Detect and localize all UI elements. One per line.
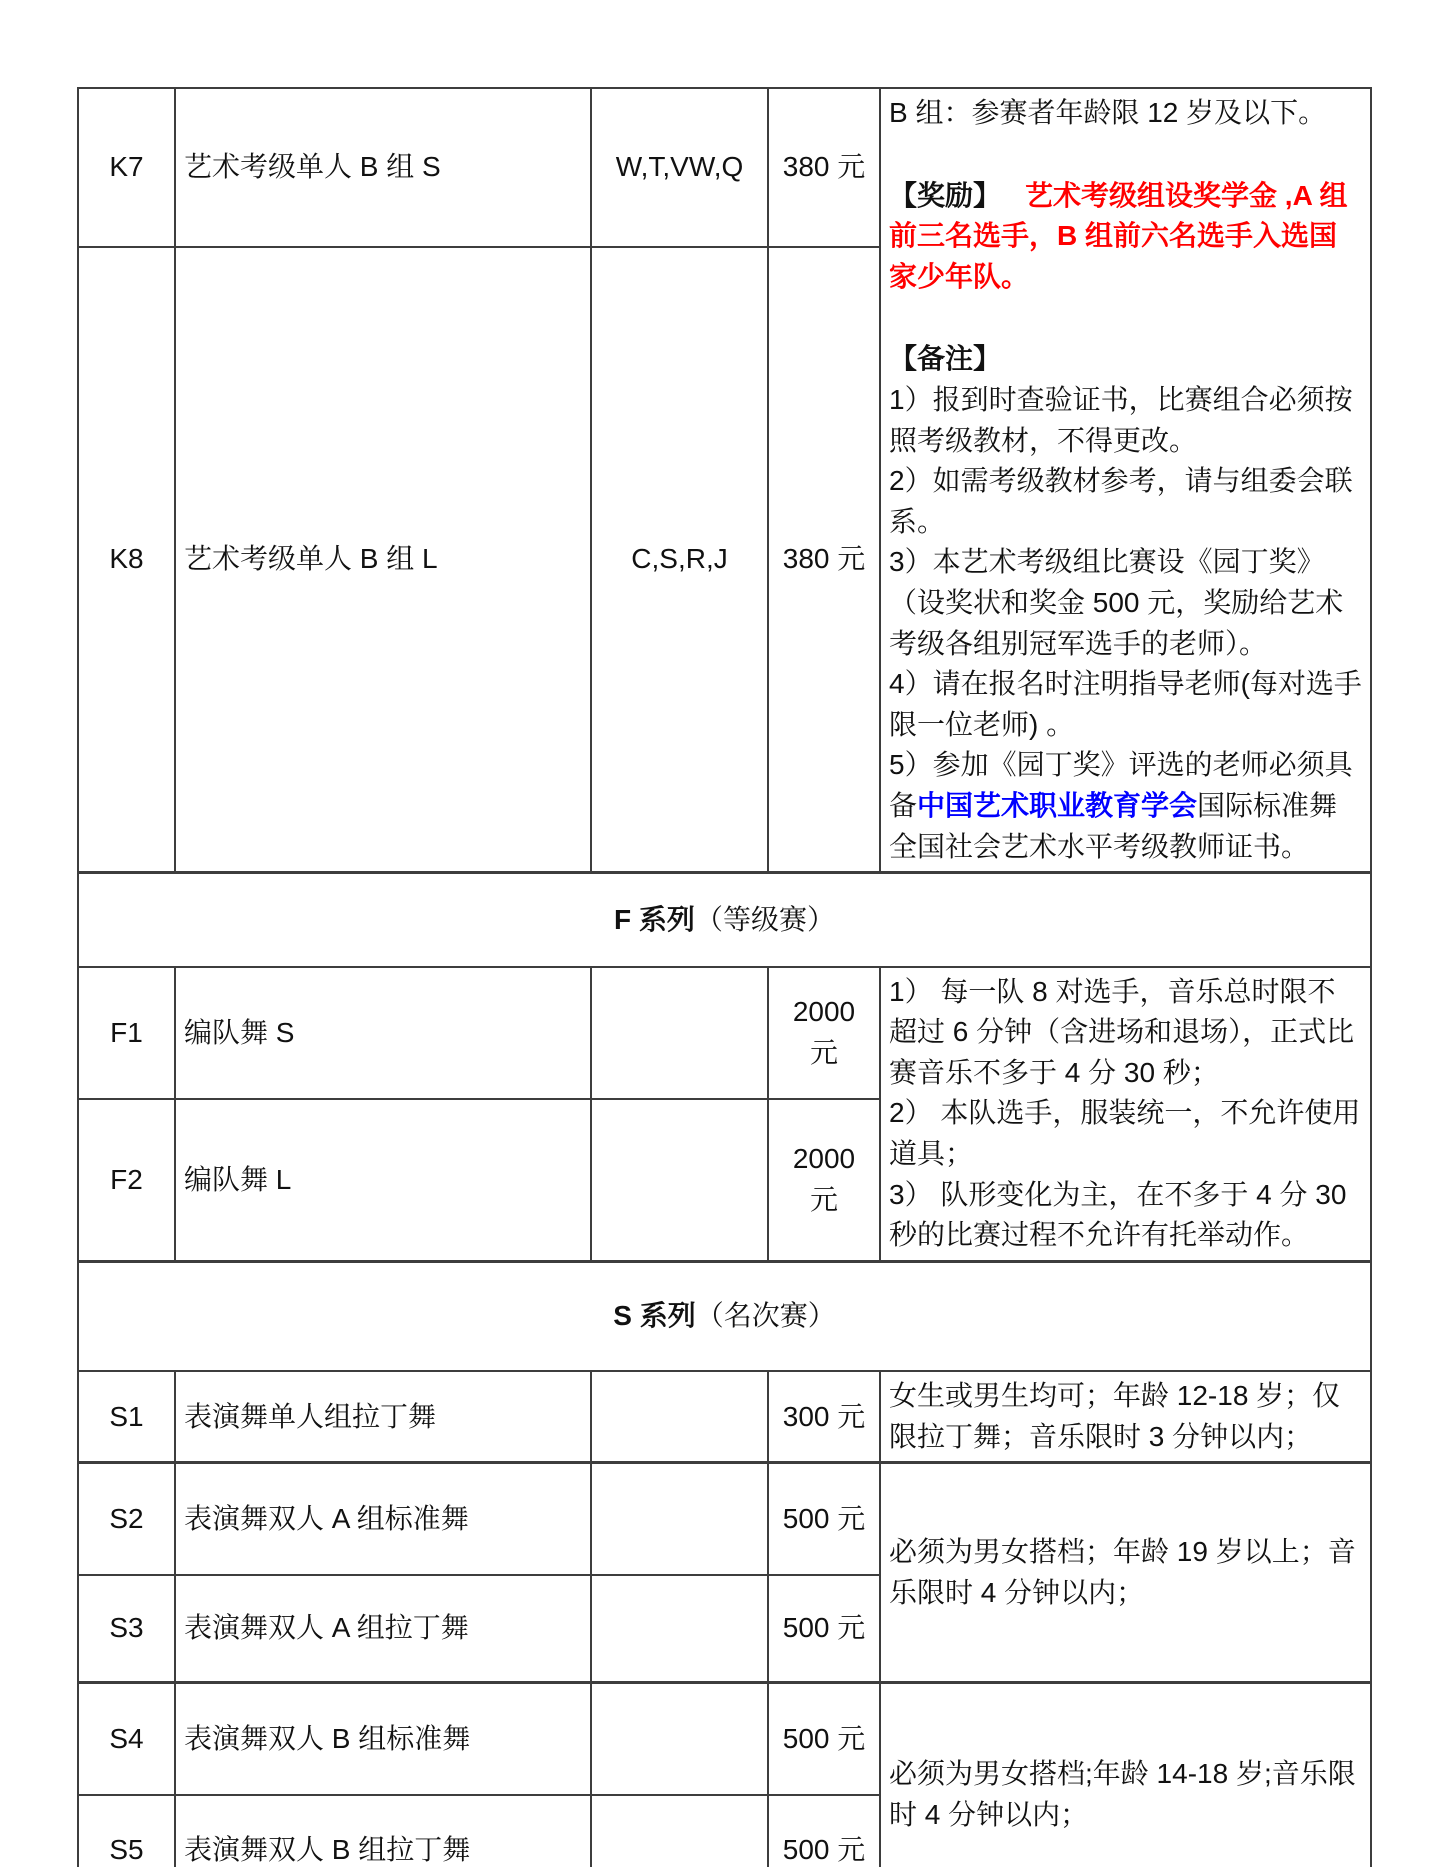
dance-list	[591, 967, 768, 1100]
spacer	[889, 134, 1362, 176]
remark-item-5-suffix: 国际标准舞全国社会艺术水平考级教师证书。	[889, 789, 1338, 862]
remark-label: 【备注】	[889, 343, 1002, 375]
event-code: S4	[78, 1683, 175, 1795]
event-code: K8	[78, 247, 175, 872]
entry-fee: 2000 元	[768, 1099, 880, 1261]
note-award	[889, 176, 1362, 298]
note-s4-s5: 必须为男女搭档;年龄 14-18 岁;音乐限时 4 分钟以内；	[880, 1683, 1371, 1867]
event-name: 编队舞 S	[175, 967, 591, 1100]
remark-item-1: 1）报到时查验证书，比赛组合必须按照考级教材，不得更改。	[889, 383, 1353, 456]
section-header-f	[78, 873, 1371, 967]
note-age-limit: B 组：参赛者年龄限 12 岁及以下。	[889, 97, 1327, 128]
entry-fee: 500 元	[768, 1683, 880, 1795]
table-row-s2	[78, 1463, 1371, 1575]
event-name: 艺术考级单人 B 组 S	[175, 88, 591, 247]
entry-fee: 500 元	[768, 1463, 880, 1575]
competition-fee-table	[77, 87, 1372, 1867]
event-name: 表演舞双人 B 组标准舞	[175, 1683, 591, 1795]
remark-item-5	[889, 745, 1362, 867]
event-code: S3	[78, 1575, 175, 1683]
award-text: 艺术考级组设奖学金 ,A 组前三名选手，B 组前六名选手入选国家少年队。	[889, 179, 1348, 292]
dance-list: W,T,VW,Q	[591, 88, 768, 247]
note-s2-s3: 必须为男女搭档；年龄 19 岁以上；音乐限时 4 分钟以内；	[880, 1463, 1371, 1683]
event-code: S2	[78, 1463, 175, 1575]
entry-fee: 300 元	[768, 1371, 880, 1463]
award-label: 【奖励】	[889, 179, 1002, 211]
section-header-s	[78, 1261, 1371, 1371]
dance-list	[591, 1795, 768, 1867]
entry-fee: 500 元	[768, 1795, 880, 1867]
event-name: 艺术考级单人 B 组 L	[175, 247, 591, 872]
table-row-f1	[78, 967, 1371, 1100]
event-name: 表演舞双人 A 组拉丁舞	[175, 1575, 591, 1683]
event-name: 表演舞单人组拉丁舞	[175, 1371, 591, 1463]
event-code: F1	[78, 967, 175, 1100]
f-note-3: 3） 队形变化为主，在不多于 4 分 30 秒的比赛过程不允许有托举动作。	[889, 1178, 1347, 1251]
remark-item-2: 2）如需考级教材参考，请与组委会联系。	[889, 465, 1353, 537]
event-code: S5	[78, 1795, 175, 1867]
remark-item-3: 3）本艺术考级组比赛设《园丁奖》（设奖状和奖金 500 元，奖励给艺术考级各组别冠军选手的老师）。	[889, 546, 1344, 659]
dance-list: C,S,R,J	[591, 247, 768, 872]
section-title-rest: （名次赛）	[695, 1300, 836, 1332]
event-code: F2	[78, 1099, 175, 1261]
note-s1: 女生或男生均可；年龄 12-18 岁；仅限拉丁舞；音乐限时 3 分钟以内；	[880, 1371, 1371, 1463]
dance-list	[591, 1683, 768, 1795]
event-name: 表演舞双人 A 组标准舞	[175, 1463, 591, 1575]
association-name: 中国艺术职业教育学会	[917, 789, 1198, 821]
event-code: K7	[78, 88, 175, 247]
section-title-bold: F 系列	[614, 903, 695, 935]
dance-list	[591, 1371, 768, 1463]
event-name: 表演舞双人 B 组拉丁舞	[175, 1795, 591, 1867]
table-row-s1	[78, 1371, 1371, 1463]
notes-f-group	[880, 967, 1371, 1262]
remark-item-4: 4）请在报名时注明指导老师(每对选手限一位老师) 。	[889, 668, 1362, 740]
spacer	[889, 297, 1362, 339]
f-note-2: 2） 本队选手，服装统一，不允许使用道具；	[889, 1097, 1361, 1169]
entry-fee: 380 元	[768, 247, 880, 872]
dance-list	[591, 1575, 768, 1683]
event-code: S1	[78, 1371, 175, 1463]
dance-list	[591, 1099, 768, 1261]
entry-fee: 380 元	[768, 88, 880, 247]
entry-fee: 2000 元	[768, 967, 880, 1100]
f-note-1: 1） 每一队 8 对选手，音乐总时限不超过 6 分钟（含进场和退场），正式比赛音乐不多于 4 分 30 秒；	[889, 975, 1355, 1088]
notes-k-group	[880, 88, 1371, 873]
event-name: 编队舞 L	[175, 1099, 591, 1261]
section-header-row-s	[78, 1261, 1371, 1371]
table-row-k7	[78, 88, 1371, 247]
dance-list	[591, 1463, 768, 1575]
remark-item-5-prefix: 5）参加《园丁奖》评选的老师必须具备	[889, 749, 1353, 821]
table-row-s4	[78, 1683, 1371, 1795]
section-title-bold: S 系列	[613, 1300, 696, 1332]
section-title-rest: （等级赛）	[694, 903, 835, 935]
entry-fee: 500 元	[768, 1575, 880, 1683]
section-header-row-f	[78, 873, 1371, 967]
